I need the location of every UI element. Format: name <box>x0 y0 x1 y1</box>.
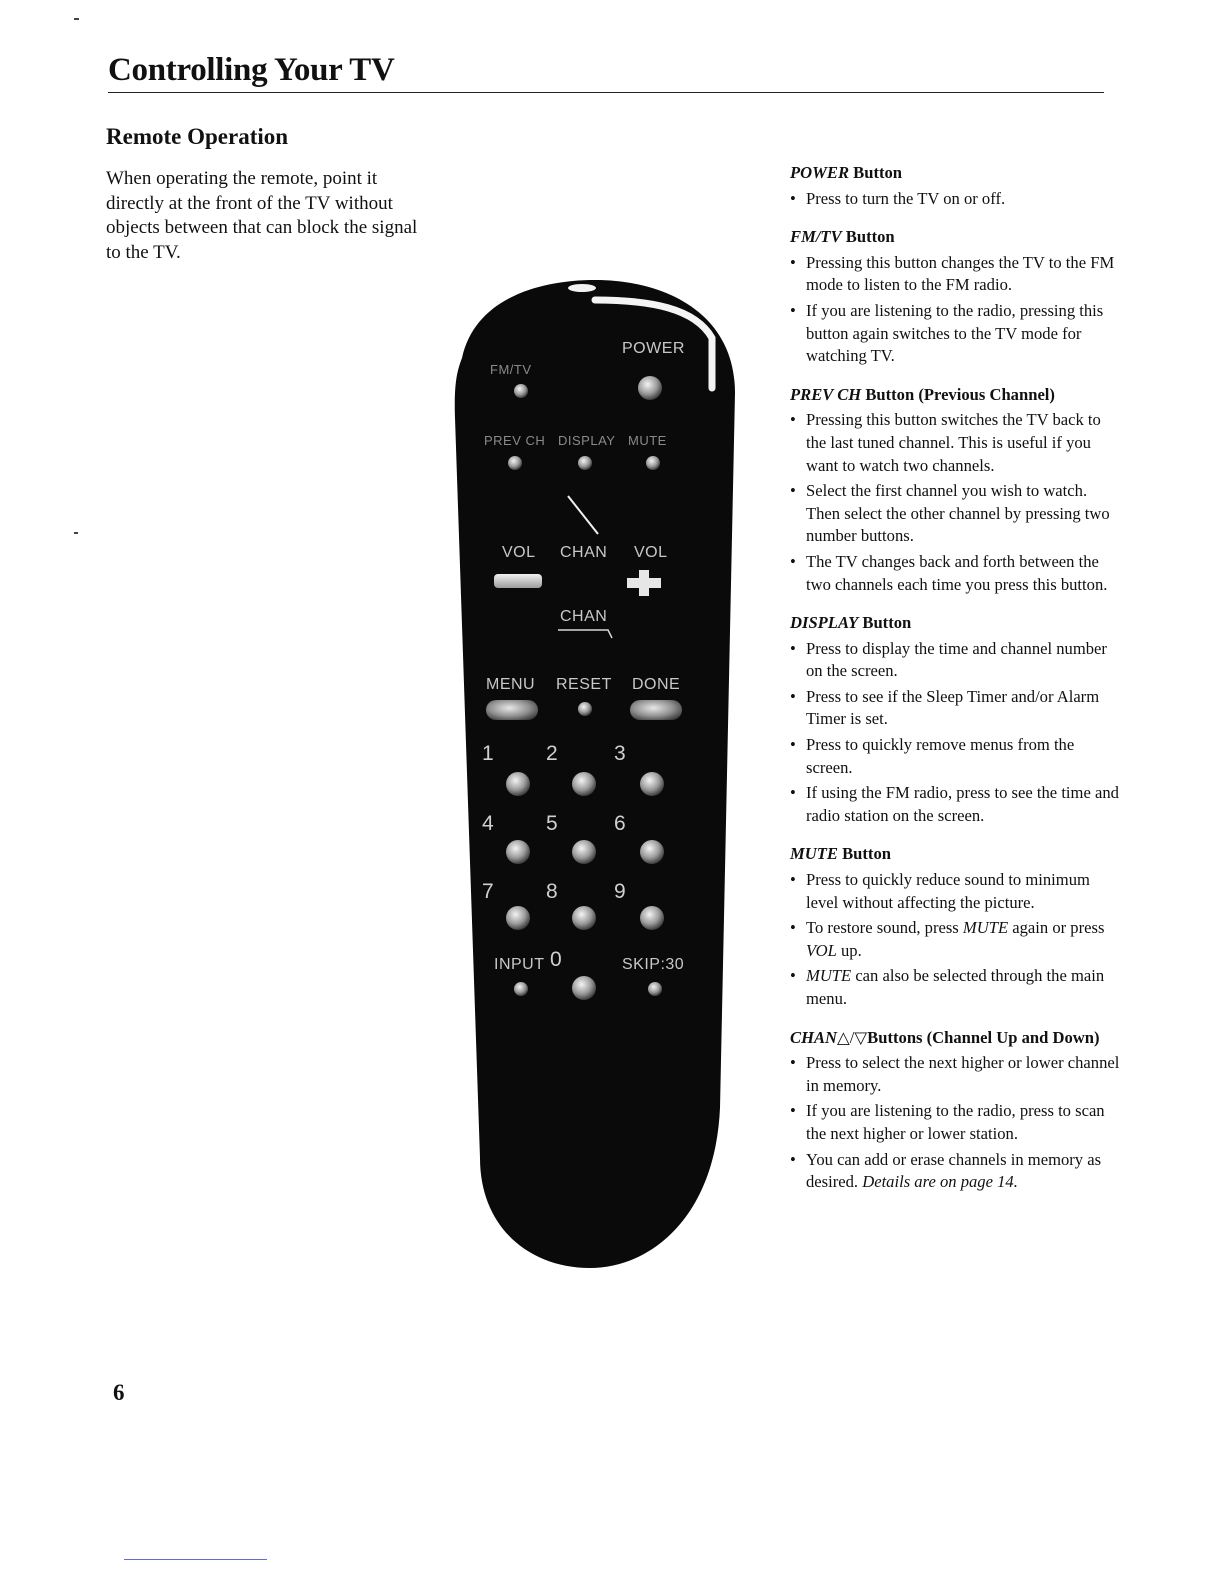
intro-paragraph: When operating the remote, point it directly at the front of the TV without objects between that can block the signal to the TV. <box>106 168 418 263</box>
input-button[interactable] <box>514 982 528 996</box>
fm-tv-button[interactable] <box>514 384 528 398</box>
digit-label: 8 <box>546 880 558 903</box>
display-label: DISPLAY <box>558 433 616 448</box>
page-title: Controlling Your TV <box>108 52 395 88</box>
power-bullets <box>790 188 1120 211</box>
digit-3-button[interactable] <box>640 772 664 796</box>
menu-label: MENU <box>486 676 536 693</box>
bullet: • The TV changes back and forth between the two channels each time you press this button. <box>790 551 1120 596</box>
fmtv-heading: FM/TV Button <box>790 227 895 247</box>
power-heading: POWER Button <box>790 163 903 182</box>
chan-up-down-icon: △/▽ <box>837 1027 868 1047</box>
reset-button[interactable] <box>578 702 592 716</box>
chan-down-label: CHAN <box>560 608 608 625</box>
digit-5-button[interactable] <box>572 840 596 864</box>
remote-body <box>450 278 740 1278</box>
bullet: • Press to quickly remove menus from the screen. <box>790 734 1120 779</box>
fm-tv-label: FM/TV <box>490 362 532 377</box>
digit-7-button[interactable] <box>506 906 530 930</box>
power-button[interactable] <box>638 376 662 400</box>
prev-ch-label: PREV CH <box>484 433 546 448</box>
remote-control-illustration <box>450 278 740 1278</box>
bullet: • Pressing this button changes the TV to the FM mode to listen to the FM radio. <box>790 252 1120 297</box>
skip-button[interactable] <box>648 982 662 996</box>
bullet: • Press to see if the Sleep Timer and/or Alarm Timer is set. <box>790 686 1120 731</box>
digit-label: 0 <box>550 948 562 971</box>
digit-0-button[interactable] <box>572 976 596 1000</box>
bottom-rule <box>124 1559 267 1560</box>
display-section <box>790 612 1120 827</box>
bullet: • Select the first channel you wish to watch. Then select the other channel by pressing two number buttons. <box>790 480 1120 548</box>
mute-button[interactable] <box>646 456 660 470</box>
chan-heading: CHAN△/▽Buttons (Channel Up and Down) <box>790 1027 1100 1047</box>
digit-label: 1 <box>482 742 494 765</box>
digit-label: 9 <box>614 880 626 903</box>
prevch-heading: PREV CH Button (Previous Channel) <box>790 384 1055 404</box>
bullet: • If you are listening to the radio, press to scan the next higher or lower station. <box>790 1100 1120 1145</box>
page-reference: Details are on page 14. <box>862 1172 1018 1192</box>
display-heading: DISPLAY Button <box>790 613 912 633</box>
reset-label: RESET <box>556 676 612 693</box>
vol-up-button[interactable] <box>624 568 664 598</box>
bullet: • If you are listening to the radio, pressing this button again switches to the TV mode for watching TV. <box>790 300 1120 368</box>
digit-2-button[interactable] <box>572 772 596 796</box>
digit-label: 7 <box>482 880 494 903</box>
bullet: • MUTE can also be selected through the main menu. <box>790 965 1120 1010</box>
input-label: INPUT <box>494 956 545 973</box>
prev-ch-button[interactable] <box>508 456 522 470</box>
mute-bullets <box>790 869 1120 1011</box>
bullet: • If using the FM radio, press to see the time and radio station on the screen. <box>790 782 1120 827</box>
chan-up-label: CHAN <box>560 544 608 561</box>
display-button[interactable] <box>578 456 592 470</box>
digit-6-button[interactable] <box>640 840 664 864</box>
digit-label: 6 <box>614 812 626 835</box>
power-section <box>790 162 1120 210</box>
vol-up-label: VOL <box>634 544 668 561</box>
bullet: • To restore sound, press MUTE again or press VOL up. <box>790 917 1120 962</box>
fmtv-bullets <box>790 252 1120 368</box>
bullet: • Press to display the time and channel number on the screen. <box>790 638 1120 683</box>
mute-heading: MUTE Button <box>790 844 891 864</box>
title-rule <box>108 92 1104 93</box>
section-heading: Remote Operation <box>106 124 289 149</box>
display-bullets <box>790 638 1120 828</box>
power-label: POWER <box>622 340 685 357</box>
done-label: DONE <box>632 676 681 693</box>
bullet: • Pressing this button switches the TV back to the last tuned channel. This is useful if you want to watch two channels. <box>790 409 1120 477</box>
digit-label: 2 <box>546 742 558 765</box>
done-button[interactable] <box>630 700 682 720</box>
speck <box>74 18 79 20</box>
bullet: • You can add or erase channels in memory as desired. Details are on page 14. <box>790 1149 1120 1194</box>
bullet: • Press to quickly reduce sound to minimum level without affecting the picture. <box>790 869 1120 914</box>
digit-label: 4 <box>482 812 494 835</box>
vol-down-button[interactable] <box>494 574 542 588</box>
vol-down-label: VOL <box>502 544 536 561</box>
chan-bullets <box>790 1052 1120 1194</box>
digit-label: 3 <box>614 742 626 765</box>
digit-8-button[interactable] <box>572 906 596 930</box>
skip-label: SKIP:30 <box>622 956 685 973</box>
speck <box>74 532 78 534</box>
menu-button[interactable] <box>486 700 538 720</box>
digit-9-button[interactable] <box>640 906 664 930</box>
bullet: • Press to turn the TV on or off. <box>790 188 1120 211</box>
digit-4-button[interactable] <box>506 840 530 864</box>
chan-section <box>790 1027 1120 1194</box>
fmtv-section <box>790 226 1120 368</box>
mute-section <box>790 843 1120 1010</box>
mute-label: MUTE <box>628 433 667 448</box>
button-descriptions <box>790 162 1120 1210</box>
digit-label: 5 <box>546 812 558 835</box>
prevch-bullets <box>790 409 1120 596</box>
bullet: • Press to select the next higher or lower channel in memory. <box>790 1052 1120 1097</box>
digit-1-button[interactable] <box>506 772 530 796</box>
page-number: 6 <box>113 1380 125 1405</box>
prevch-section <box>790 384 1120 596</box>
